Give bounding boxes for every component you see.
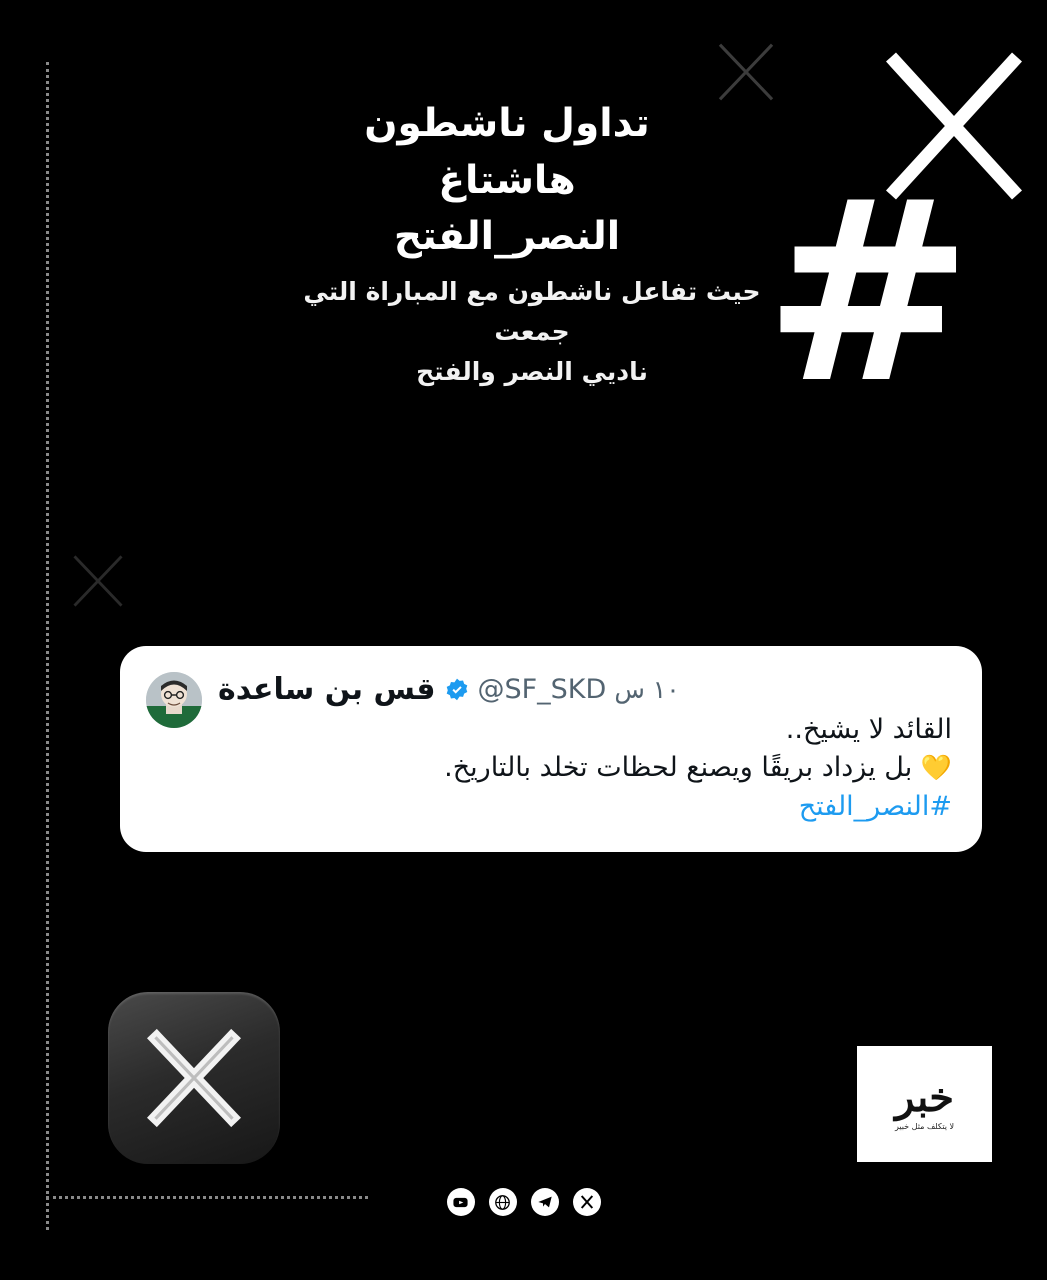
tweet-text-line-1: القائد لا يشيخ.. [785, 714, 952, 745]
avatar[interactable] [146, 672, 202, 728]
hashtag-glyph: # [763, 147, 967, 438]
subtitle-line-2: ناديي النصر والفتح [416, 357, 648, 386]
tweet-text [218, 711, 952, 826]
tweet-card[interactable] [120, 646, 982, 852]
youtube-social-icon[interactable] [447, 1188, 475, 1216]
tweet-timestamp: ١٠ س [614, 675, 680, 704]
x-social-icon[interactable] [573, 1188, 601, 1216]
page-title [297, 96, 717, 266]
verified-badge-icon [444, 677, 470, 703]
x-logo-icon [715, 40, 777, 104]
brand-tagline: لا يتكلف مثل خبير [894, 1121, 955, 1131]
tweet-hashtag[interactable]: #النصر_الفتح [798, 790, 952, 822]
headline-line-1: تداول ناشطون هاشتاغ [364, 101, 650, 203]
brand-logo-plate [857, 1046, 992, 1162]
tweet-text-line-2: بل يزداد بريقًا ويصنع لحظات تخلد بالتاريخ. [444, 752, 913, 784]
dotted-border-vertical [46, 62, 49, 1230]
social-links-row [0, 1188, 1047, 1216]
x-logo-icon [70, 552, 126, 610]
x-app-icon[interactable] [108, 992, 280, 1164]
headline-line-2: النصر_الفتح [393, 214, 621, 260]
yellow-heart-emoji: 💛 [920, 753, 952, 783]
tweet-text-line-2-wrap [218, 749, 952, 787]
tweet-header [218, 672, 952, 707]
subtitle [297, 272, 767, 392]
tweet-display-name[interactable]: قس بن ساعدة [218, 672, 436, 707]
telegram-social-icon[interactable] [531, 1188, 559, 1216]
brand-mark: خبر [895, 1073, 954, 1121]
tweet-body [218, 672, 952, 826]
website-social-icon[interactable] [489, 1188, 517, 1216]
subtitle-line-1: حيث تفاعل ناشطون مع المباراة التي جمعت [303, 277, 761, 346]
tweet-handle[interactable]: @SF_SKD [477, 674, 607, 705]
